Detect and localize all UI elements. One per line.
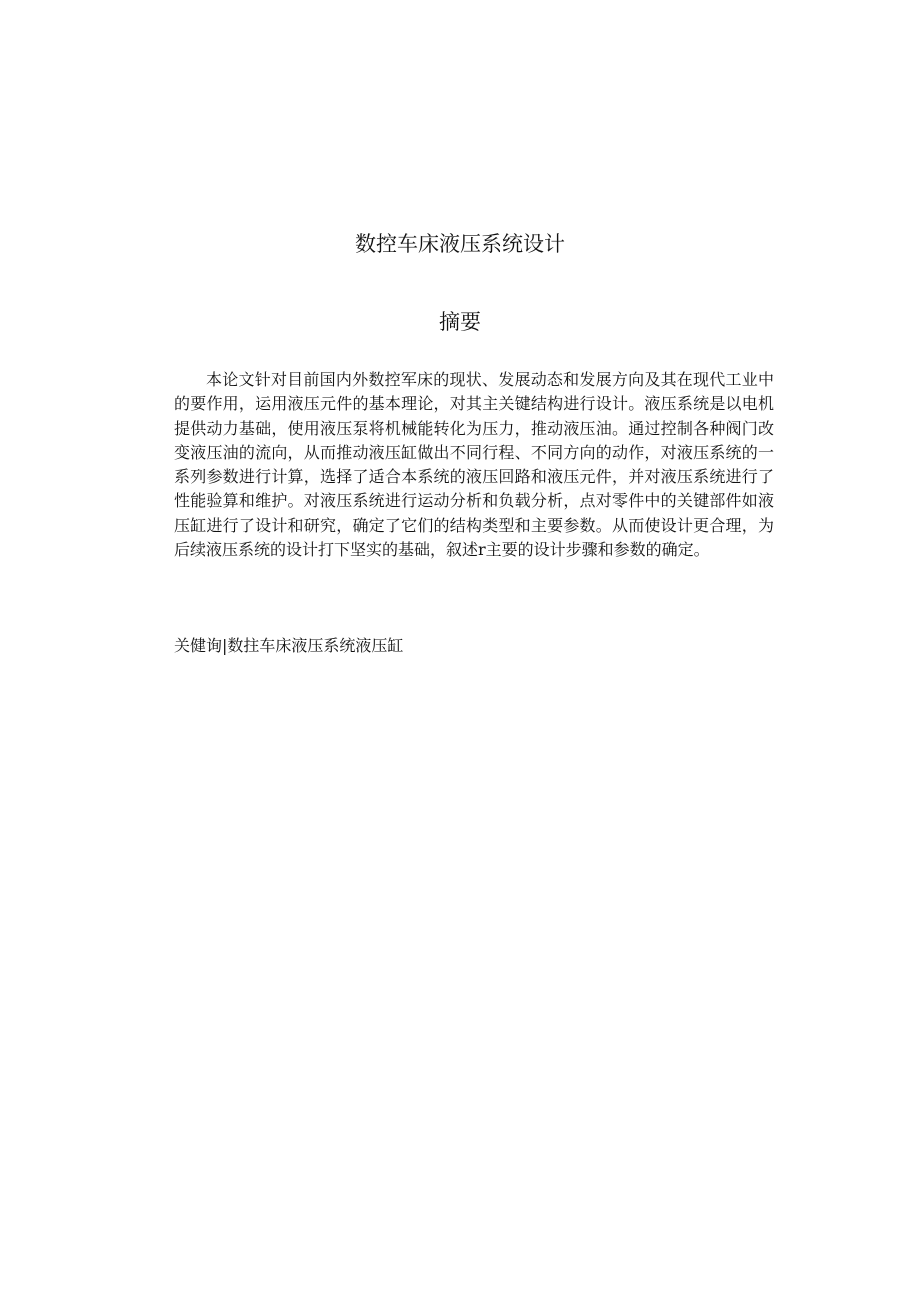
document-title: 数控车床液压系统设计 xyxy=(355,232,565,256)
abstract-heading: 摘要 xyxy=(439,310,481,334)
keywords-line: 关健询|数拄车床液压系统液压缸 xyxy=(174,636,404,655)
abstract-paragraph: 本论文针对目前国内外数控军床的现状、发展动态和发展方向及其在现代工业中的要作用，运用液压元件的基本理论，对其主关键结构进行设计。液压系统是以电机提供动力基础，使用液压泵将机械能转化为压力，推动液压油。通过控制各种阀门改变液压油的流向，从而推动液压缸做出不同行程、不同方向的动作，对液压系统的一系列参数进行计算，选择了适合本系统的液压回路和液压元件，并对液压系统进行了性能验算和维护。对液压系统进行运动分析和负载分析，点对零件中的关键部件如液压缸进行了设计和研究，确定了它们的结构类型和主要参数。从而使设计更合理，为后续液压系统的设计打下坚实的基础，叙述r主要的设计步骤和参数的确定。 xyxy=(174,370,774,560)
